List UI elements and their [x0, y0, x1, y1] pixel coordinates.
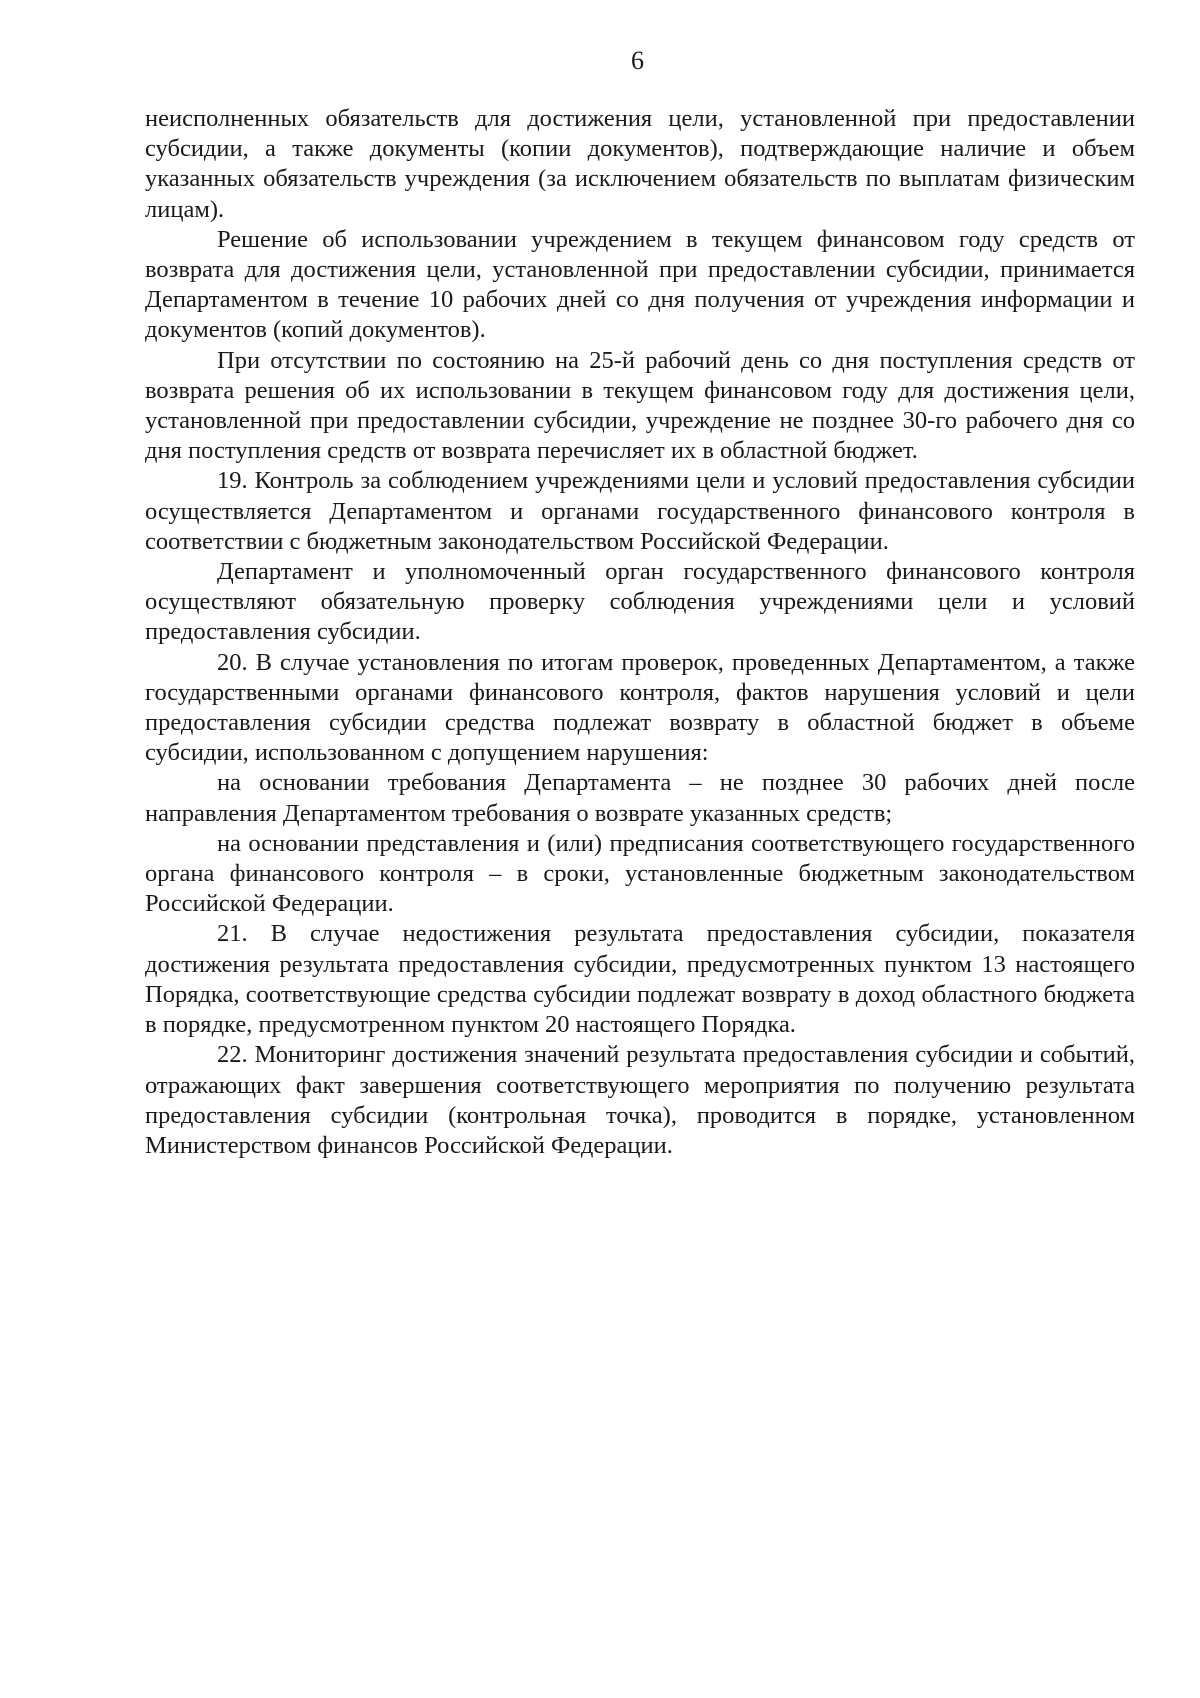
document-body	[145, 104, 1135, 1161]
paragraph-item-20: 20. В случае установления по итогам проверок, проведенных Департаментом, а также государственными органами финансового контроля, фактов нарушения условий и цели предоставления субсидии средства подлежат возврату в областной бюджет в объеме субсидии, использованном с допущением нарушения:	[145, 648, 1135, 767]
paragraph-mandatory-check: Департамент и уполномоченный орган государственного финансового контроля осуществляют обязательную проверку соблюдения учреждениями цели и условий предоставления субсидии.	[145, 558, 1135, 646]
paragraph-absence-of-decision: При отсутствии по состоянию на 25-й рабочий день со дня поступления средств от возврата решения об их использовании в текущем финансовом году для достижения цели, установленной при предоставлении субсидии, учреждение не позднее 30-го рабочего дня со дня поступления средств от возврата перечисляет их в областной бюджет.	[145, 346, 1135, 465]
paragraph-decision-on-use: Решение об использовании учреждением в текущем финансовом году средств от возврата для достижения цели, установленной при предоставлении субсидии, принимается Департаментом в течение 10 рабочих дней со дня получения от учреждения информации и документов (копий документов).	[145, 225, 1135, 344]
paragraph-department-requirement: на основании требования Департамента – не позднее 30 рабочих дней после направления Департаментом требования о возврате указанных средств;	[145, 769, 1135, 827]
page-number: 6	[631, 46, 644, 75]
paragraph-control-body-prescription: на основании представления и (или) предписания соответствующего государственного органа финансового контроля – в сроки, установленные бюджетным законодательством Российской Федерации.	[145, 829, 1135, 918]
paragraph-item-22: 22. Мониторинг достижения значений результата предоставления субсидии и событий, отражающих факт завершения соответствующего мероприятия по получению результата предоставления субсидии (контрольная точка), проводится в порядке, установленном Министерством финансов Российской Федерации.	[145, 1041, 1135, 1159]
paragraph-item-19: 19. Контроль за соблюдением учреждениями цели и условий предоставления субсидии осуществляется Департаментом и органами государственного финансового контроля в соответствии с бюджетным законодательством Российской Федерации.	[145, 467, 1135, 555]
paragraph-continuation: неисполненных обязательств для достижения цели, установленной при предоставлении субсидии, а также документы (копии документов), подтверждающие наличие и объем указанных обязательств учреждения (за исключением обязательств по выплатам физическим лицам).	[145, 105, 1135, 223]
paragraph-item-21: 21. В случае недостижения результата предоставления субсидии, показателя достижения результата предоставления субсидии, предусмотренных пунктом 13 настоящего Порядка, соответствующие средства субсидии подлежат возврату в доход областного бюджета в порядке, предусмотренном пунктом 20 настоящего Порядка.	[145, 920, 1135, 1039]
